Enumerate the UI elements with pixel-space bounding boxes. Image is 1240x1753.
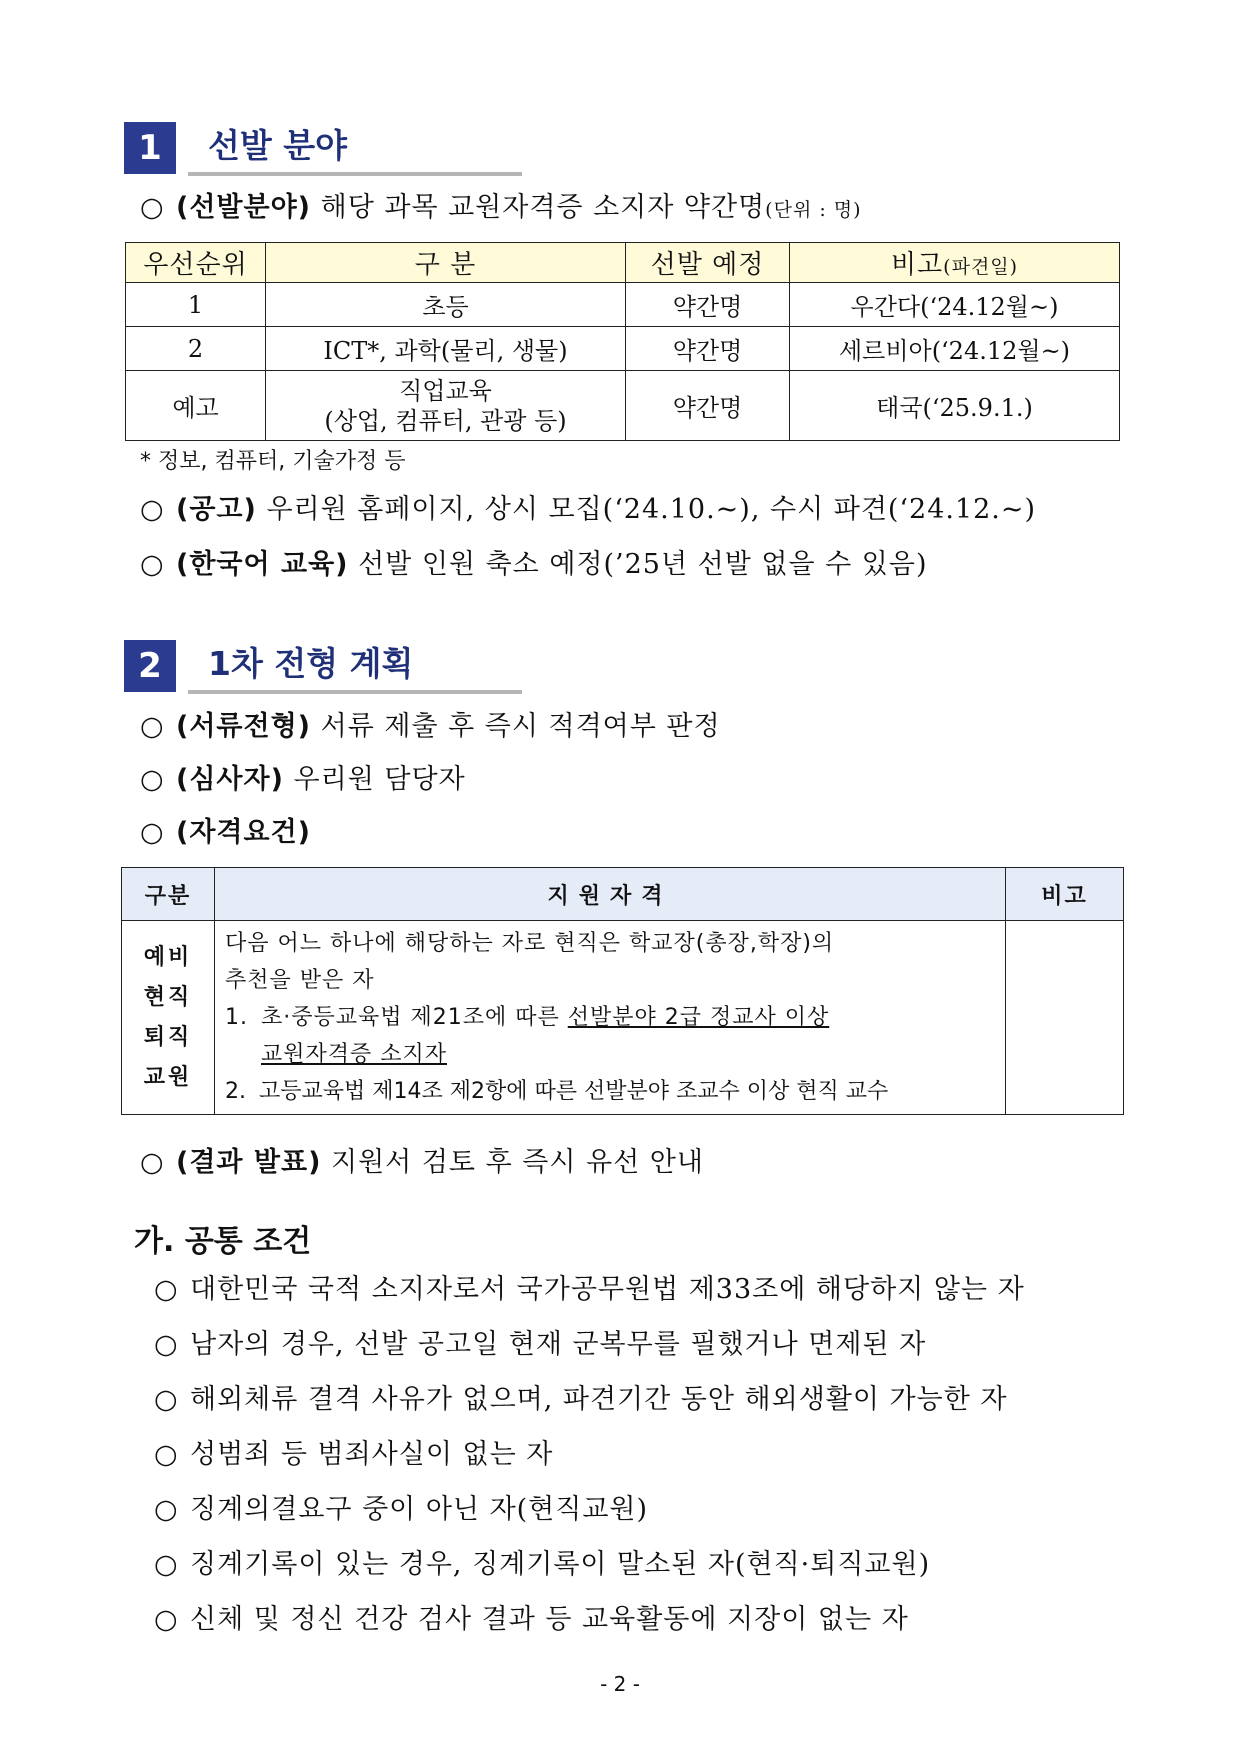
bullet-mark: ○ xyxy=(154,1329,179,1360)
bullet-label: (선발분야) xyxy=(176,192,312,223)
section2-header xyxy=(124,640,544,696)
table-header-row xyxy=(126,243,1120,283)
bullet-result xyxy=(140,1143,704,1183)
item-text: 징계기록이 있는 경우, 징계기록이 말소된 자(현직·퇴직교원) xyxy=(190,1549,931,1580)
table-row xyxy=(126,283,1120,327)
cell-plan: 약간명 xyxy=(626,283,790,327)
bullet-text: 서류 제출 후 즉시 적격여부 판정 xyxy=(320,711,721,742)
row-label-line: 교원 xyxy=(143,1064,193,1090)
bullet-announcement xyxy=(140,490,1036,530)
header-qualification: 지원자격 xyxy=(215,868,1006,921)
unit-note: (단위 : 명) xyxy=(765,199,862,221)
qualification-line: 추천을 받은 자 xyxy=(225,968,375,993)
header-note-sub: (파견일) xyxy=(943,256,1019,278)
table-row xyxy=(122,921,1124,1115)
cell-priority: 2 xyxy=(126,327,266,371)
item-text: 대한민국 국적 소지자로서 국가공무원법 제33조에 해당하지 않는 자 xyxy=(190,1274,1025,1305)
cell-category: 초등 xyxy=(266,283,626,327)
category-line: (상업, 컴퓨터, 관광 등) xyxy=(324,406,567,435)
header-priority: 우선순위 xyxy=(126,243,266,283)
bullet-document-screening xyxy=(140,707,721,747)
bullet-mark: ○ xyxy=(154,1549,179,1580)
row-label-line: 퇴직 xyxy=(143,1024,193,1050)
header-category: 구 분 xyxy=(266,243,626,283)
common-conditions-list xyxy=(154,1270,1025,1640)
bullet-mark: ○ xyxy=(140,192,165,223)
header-type: 구분 xyxy=(122,868,215,921)
qualification-item-1-cont xyxy=(225,1036,995,1073)
bullet-label: (한국어 교육) xyxy=(176,549,349,580)
common-conditions-heading: 가. 공통 조건 xyxy=(134,1224,312,1259)
bullet-mark: ○ xyxy=(140,1147,165,1178)
cell-note: 우간다(‘24.12월~) xyxy=(790,283,1120,327)
bullet-selection-field xyxy=(140,188,862,230)
bullet-label: (결과 발표) xyxy=(176,1147,322,1178)
section-number-box: 2 xyxy=(124,640,176,692)
item-text: 남자의 경우, 선발 공고일 현재 군복무를 필했거나 면제된 자 xyxy=(190,1329,927,1360)
qualification-item-1 xyxy=(225,999,995,1036)
bullet-korean-education xyxy=(140,545,928,585)
bullet-mark: ○ xyxy=(154,1604,179,1635)
item-number: 2. xyxy=(225,1079,246,1104)
row-label-line: 예비 xyxy=(143,944,193,970)
section-title: 1차 전형 계획 xyxy=(208,644,414,683)
section-number-box: 1 xyxy=(124,122,176,174)
qualification-cell xyxy=(215,921,1006,1115)
bullet-text: 선발 인원 축소 예정(’25년 선발 없을 수 있음) xyxy=(358,549,928,580)
header-note: 비고 xyxy=(1006,868,1124,921)
bullet-mark: ○ xyxy=(140,711,165,742)
bullet-label: (서류전형) xyxy=(176,711,312,742)
item-underlined-text: 선발분야 2급 정교사 이상 xyxy=(567,1005,830,1030)
bullet-mark: ○ xyxy=(154,1274,179,1305)
section-underline xyxy=(188,172,522,176)
bullet-mark: ○ xyxy=(154,1439,179,1470)
bullet-text: 해당 과목 교원자격증 소지자 약간명 xyxy=(320,192,766,223)
table-footnote: * 정보, 컴퓨터, 기술가정 등 xyxy=(140,449,406,474)
bullet-label: (심사자) xyxy=(176,764,284,795)
list-item xyxy=(154,1325,1025,1365)
bullet-text: 지원서 검토 후 즉시 유선 안내 xyxy=(331,1147,704,1178)
list-item xyxy=(154,1545,1025,1585)
row-label-line: 현직 xyxy=(143,984,193,1010)
section-title: 선발 분야 xyxy=(208,126,348,165)
cell-priority: 예고 xyxy=(126,371,266,441)
section-underline xyxy=(188,690,522,694)
bullet-mark: ○ xyxy=(154,1384,179,1415)
header-plan: 선발 예정 xyxy=(626,243,790,283)
note-cell xyxy=(1006,921,1124,1115)
item-text: 고등교육법 제14조 제2항에 따른 선발분야 조교수 이상 현직 교수 xyxy=(259,1079,889,1104)
bullet-label: (공고) xyxy=(176,494,257,525)
item-number: 1. xyxy=(225,1005,248,1030)
bullet-mark: ○ xyxy=(140,764,165,795)
bullet-label: (자격요건) xyxy=(176,817,312,848)
list-item xyxy=(154,1490,1025,1530)
list-item xyxy=(154,1270,1025,1310)
item-text: 초·중등교육법 제21조에 따른 xyxy=(261,1005,560,1030)
category-line: 직업교육 xyxy=(399,376,492,405)
qualification-table xyxy=(121,867,1124,1115)
bullet-mark: ○ xyxy=(140,494,165,525)
cell-category xyxy=(266,371,626,441)
qualification-item-2 xyxy=(225,1073,995,1110)
list-item xyxy=(154,1435,1025,1475)
table-row xyxy=(126,327,1120,371)
cell-note: 태국(‘25.9.1.) xyxy=(790,371,1120,441)
list-item xyxy=(154,1600,1025,1640)
item-text: 신체 및 정신 건강 검사 결과 등 교육활동에 지장이 없는 자 xyxy=(190,1604,909,1635)
cell-note: 세르비아(‘24.12월~) xyxy=(790,327,1120,371)
row-label xyxy=(122,921,215,1115)
page-number: - 2 - xyxy=(600,1672,640,1696)
item-underlined-text: 교원자격증 소지자 xyxy=(261,1042,448,1067)
table-header-row xyxy=(122,868,1124,921)
cell-plan: 약간명 xyxy=(626,327,790,371)
item-text: 성범죄 등 범죄사실이 없는 자 xyxy=(190,1439,554,1470)
header-note-label: 비고 xyxy=(890,250,944,280)
cell-priority: 1 xyxy=(126,283,266,327)
bullet-mark: ○ xyxy=(140,817,165,848)
item-text: 해외체류 결격 사유가 없으며, 파견기간 동안 해외생활이 가능한 자 xyxy=(190,1384,1008,1415)
bullet-text: 우리원 담당자 xyxy=(293,764,466,795)
section1-header xyxy=(124,122,524,178)
cell-plan: 약간명 xyxy=(626,371,790,441)
selection-field-table xyxy=(125,242,1120,441)
table-row xyxy=(126,371,1120,441)
item-text: 징계의결요구 중이 아닌 자(현직교원) xyxy=(190,1494,649,1525)
header-note xyxy=(790,243,1120,283)
list-item xyxy=(154,1380,1025,1420)
qualification-line: 다음 어느 하나에 해당하는 자로 현직은 학교장(총장,학장)의 xyxy=(225,931,835,956)
cell-category: ICT*, 과학(물리, 생물) xyxy=(266,327,626,371)
bullet-mark: ○ xyxy=(154,1494,179,1525)
bullet-mark: ○ xyxy=(140,549,165,580)
bullet-reviewer xyxy=(140,760,466,800)
bullet-text: 우리원 홈페이지, 상시 모집(‘24.10.~), 수시 파견(‘24.12.~) xyxy=(266,494,1037,525)
bullet-qualification xyxy=(140,813,311,853)
